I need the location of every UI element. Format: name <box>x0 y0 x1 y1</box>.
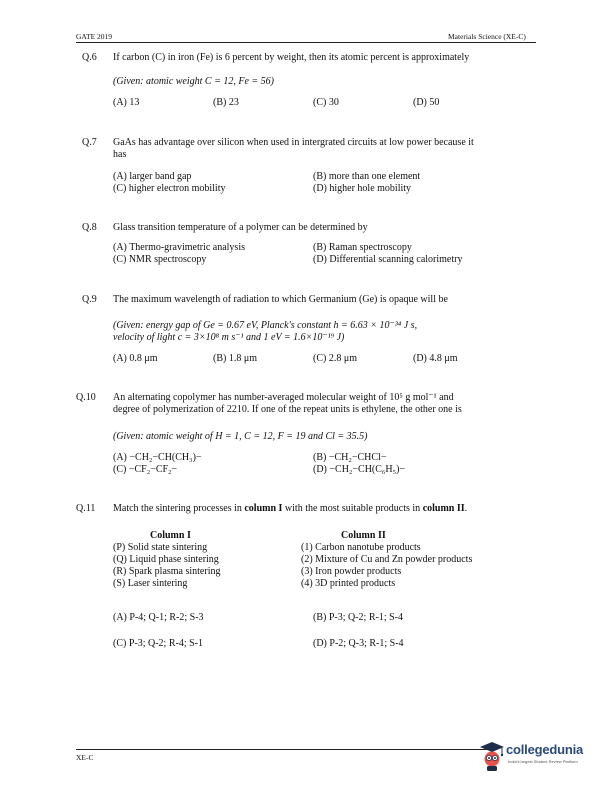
q10-number: Q.10 <box>76 392 96 403</box>
q8-option-c: (C) NMR spectroscopy <box>113 254 207 265</box>
q11-column1-heading: Column I <box>150 530 191 541</box>
q10-text-line2: degree of polymerization of 2210. If one of the repeat units is ethylene, the other one is <box>113 404 462 415</box>
q8-number: Q.8 <box>82 222 97 233</box>
brand-name: collegedunia <box>506 742 584 757</box>
q11-text-end: . <box>464 503 468 514</box>
q10-option-a: (A) −CH₂−CH(CH₃)− <box>113 452 202 463</box>
q8-option-b: (B) Raman spectroscopy <box>313 242 412 253</box>
q11-col1-item-r: (R) Spark plasma sintering <box>113 566 221 577</box>
q6-option-c: (C) 30 <box>313 97 339 108</box>
q9-given-line2: velocity of light c = 3×10⁸ m s⁻¹ and 1 eV = 1.6×10⁻¹⁹ J) <box>113 332 345 343</box>
q7-text-line1: GaAs has advantage over silicon when used in intergrated circuits at low power because it <box>113 137 474 148</box>
q11-text-mid: with the most suitable products in <box>282 503 423 514</box>
graduate-mascot-icon <box>478 740 506 772</box>
q6-option-b: (B) 23 <box>213 97 239 108</box>
q11-option-c: (C) P-3; Q-2; R-4; S-1 <box>113 638 203 649</box>
q10-option-b: (B) −CH₂−CHCl− <box>313 452 387 463</box>
q8-option-a: (A) Thermo-gravimetric analysis <box>113 242 245 253</box>
q6-text: If carbon (C) in iron (Fe) is 6 percent by weight, then its atomic percent is approximately <box>113 52 470 63</box>
q11-column2-heading: Column II <box>341 530 386 541</box>
collegedunia-logo <box>478 740 600 772</box>
q9-option-d: (D) 4.8 μm <box>413 353 458 364</box>
q7-option-c: (C) higher electron mobility <box>113 183 226 194</box>
footer-left: XE-C <box>76 753 94 762</box>
q11-number: Q.11 <box>76 503 96 514</box>
q11-text-pre: Match the sintering processes in <box>113 503 245 514</box>
q11-text <box>113 503 467 515</box>
q11-col1-item-q: (Q) Liquid phase sintering <box>113 554 219 565</box>
q11-option-b: (B) P-3; Q-2; R-1; S-4 <box>313 612 403 623</box>
q7-option-a: (A) larger band gap <box>113 171 192 182</box>
q7-option-d: (D) higher hole mobility <box>313 183 412 194</box>
q11-text-column2: column II <box>422 503 465 514</box>
header-right: Materials Science (XE-C) <box>448 32 526 41</box>
q6-number: Q.6 <box>82 52 97 63</box>
q9-option-c: (C) 2.8 μm <box>313 353 357 364</box>
q6-option-d: (D) 50 <box>413 97 440 108</box>
q9-text: The maximum wavelength of radiation to which Germanium (Ge) is opaque will be <box>113 294 448 305</box>
q11-option-a: (A) P-4; Q-1; R-2; S-3 <box>113 612 204 623</box>
q6-given: (Given: atomic weight C = 12, Fe = 56) <box>113 76 274 87</box>
q10-given: (Given: atomic weight of H = 1, C = 12, F = 19 and Cl = 35.5) <box>113 431 368 442</box>
q11-col2-item-3: (3) Iron powder products <box>301 566 402 577</box>
q9-option-b: (B) 1.8 μm <box>213 353 257 364</box>
footer-rule <box>76 749 496 750</box>
q7-option-b: (B) more than one element <box>313 171 421 182</box>
q9-number: Q.9 <box>82 294 97 305</box>
q9-given-line1: (Given: energy gap of Ge = 0.67 eV, Planck's constant h = 6.63 × 10⁻³⁴ J s, <box>113 320 418 331</box>
q11-col2-item-4: (4) 3D printed products <box>301 578 396 589</box>
q7-text-line2: has <box>113 149 127 160</box>
q7-number: Q.7 <box>82 137 97 148</box>
q10-option-c: (C) −CF₂−CF₂− <box>113 464 178 475</box>
q11-col2-item-1: (1) Carbon nanotube products <box>301 542 421 553</box>
q11-col2-item-2: (2) Mixture of Cu and Zn powder products <box>301 554 473 565</box>
q11-text-column1: column I <box>244 503 283 514</box>
header-rule <box>76 42 536 43</box>
q8-option-d: (D) Differential scanning calorimetry <box>313 254 463 265</box>
q10-option-d: (D) −CH₂−CH(C₆H₅)− <box>313 464 406 475</box>
q8-text: Glass transition temperature of a polymer can be determined by <box>113 222 368 233</box>
q10-text-line1: An alternating copolymer has number-averaged molecular weight of 10⁵ g mol⁻¹ and <box>113 392 454 403</box>
q11-col1-item-p: (P) Solid state sintering <box>113 542 208 553</box>
q11-col1-item-s: (S) Laser sintering <box>113 578 188 589</box>
q11-option-d: (D) P-2; Q-3; R-1; S-4 <box>313 638 404 649</box>
header-left: GATE 2019 <box>76 32 113 41</box>
brand-tagline: India's largest Student Review Platform <box>508 759 578 764</box>
q9-option-a: (A) 0.8 μm <box>113 353 158 364</box>
q6-option-a: (A) 13 <box>113 97 140 108</box>
